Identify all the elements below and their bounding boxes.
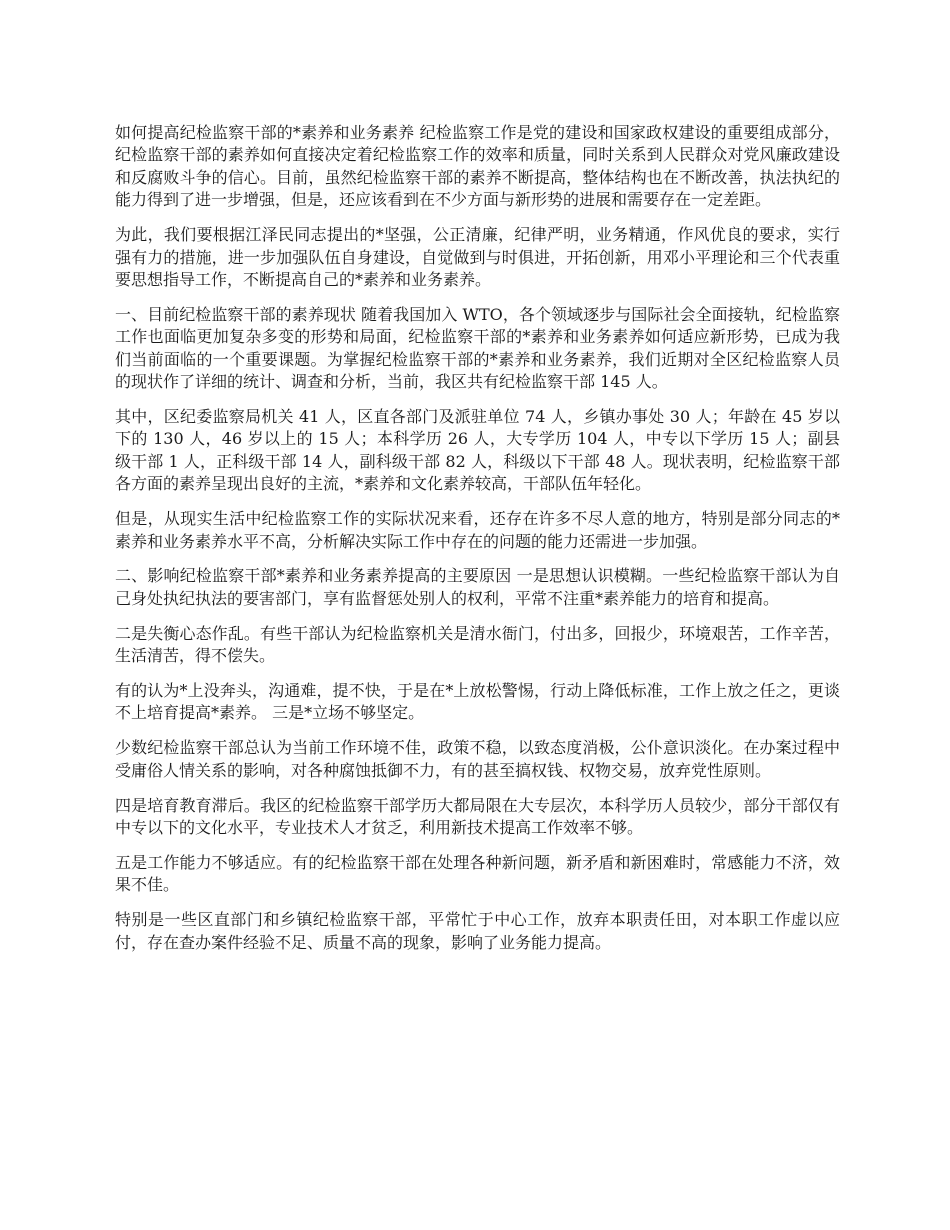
paragraph-3: 一、目前纪检监察干部的素养现状 随着我国加入 WTO，各个领域逐步与国际社会全面接轨，纪检监察工作也面临更加复杂多变的形势和局面，纪检监察干部的*素养和业务素养如何适应新形势，已成为我们当前面临的一个重要课题。为掌握纪检监察干部的*素养和业务素养，我们近期对全区纪检监察人员的现状作了详细的统计、调查和分析，当前，我区共有纪检监察干部 145 人。 [115,304,840,392]
paragraph-1: 如何提高纪检监察干部的*素养和业务素养 纪检监察工作是党的建设和国家政权建设的重要组成部分，纪检监察干部的素养如何直接决定着纪检监察工作的效率和质量，同时关系到人民群众对党风廉政建设和反腐败斗争的信心。目前，虽然纪检监察干部的素养不断提高，整体结构也在不断改善，执法执纪的能力得到了进一步增强，但是，还应该看到在不少方面与新形势的进展和需要存在一定差距。 [115,123,840,210]
paragraph-9: 少数纪检监察干部总认为当前工作环境不佳，政策不稳，以致态度消极，公仆意识淡化。在办案过程中受庸俗人情关系的影响，对各种腐蚀抵御不力，有的甚至搞权钱、权物交易，放弃党性原则。 [115,738,840,780]
paragraph-6: 二、影响纪检监察干部*素养和业务素养提高的主要原因 一是思想认识模糊。一些纪检监察干部认为自己身处执纪执法的要害部门，享有监督惩处别人的权利，平常不注重*素养能力的培育和提高。 [115,566,840,608]
paragraph-7: 二是失衡心态作乱。有些干部认为纪检监察机关是清水衙门，付出多，回报少，环境艰苦，工作辛苦，生活清苦，得不偿失。 [115,623,840,666]
paragraph-12: 特别是一些区直部门和乡镇纪检监察干部，平常忙于中心工作，放弃本职责任田，对本职工作虚以应付，存在查办案件经验不足、质量不高的现象，影响了业务能力提高。 [115,910,840,952]
paragraph-8: 有的认为*上没奔头，沟通难，提不快，于是在*上放松警惕，行动上降低标准，工作上放之任之，更谈不上培育提高*素养。 三是*立场不够坚定。 [115,681,840,723]
document-body [115,122,840,967]
paragraph-11: 五是工作能力不够适应。有的纪检监察干部在处理各种新问题，新矛盾和新困难时，常感能力不济，效果不佳。 [115,852,840,895]
paragraph-5: 但是，从现实生活中纪检监察工作的实际状况来看，还存在许多不尽人意的地方，特别是部分同志的*素养和业务素养水平不高，分析解决实际工作中存在的问题的能力还需进一步加强。 [115,509,840,551]
paragraph-2: 为此，我们要根据江泽民同志提出的*坚强，公正清廉，纪律严明，业务精通，作风优良的要求，实行强有力的措施，进一步加强队伍自身建设，自觉做到与时俱进，开拓创新，用邓小平理论和三个代表重要思想指导工作，不断提高自己的*素养和业务素养。 [115,225,840,289]
paragraph-10: 四是培育教育滞后。我区的纪检监察干部学历大都局限在大专层次，本科学历人员较少，部分干部仅有中专以下的文化水平，专业技术人才贫乏，利用新技术提高工作效率不够。 [115,795,840,838]
paragraph-4: 其中，区纪委监察局机关 41 人，区直各部门及派驻单位 74 人，乡镇办事处 30 人；年龄在 45 岁以下的 130 人，46 岁以上的 15 人；本科学历 26 人，大专学历 104 人，中专以下学历 15 人；副县级干部 1 人，正科级干部 14 人，副科级干部 82 人，科级以下干部 48 人。现状表明，纪检监察干部各方面的素养呈现出良好的主流，*素养和文化素养较高，干部队伍年轻化。 [115,406,840,494]
